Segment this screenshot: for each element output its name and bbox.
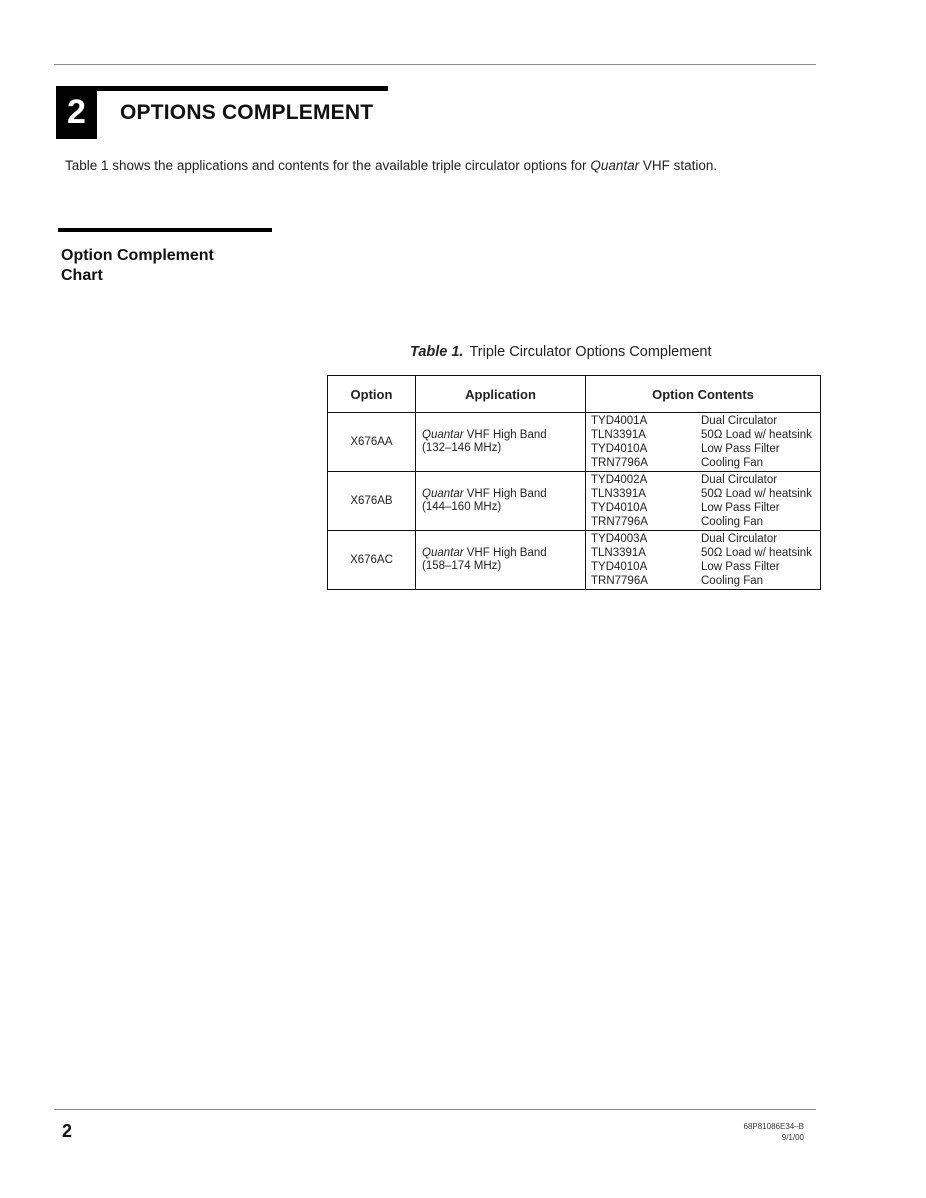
table-row (328, 472, 821, 531)
contents-list (586, 531, 820, 589)
application-line (422, 488, 585, 501)
application-cell (416, 472, 586, 531)
part-description: 50Ω Load w/ heatsink (701, 547, 812, 559)
part-number: TYD4002A (591, 474, 648, 486)
header-contents: Option Contents (586, 376, 821, 413)
content-item (586, 515, 820, 529)
header-option: Option (328, 376, 416, 413)
chapter-number: 2 (56, 86, 97, 139)
contents-list (586, 413, 820, 471)
content-item (586, 501, 820, 515)
table-caption-label: Table 1. (410, 344, 464, 360)
header-application: Application (416, 376, 586, 413)
part-number: TLN3391A (591, 488, 646, 500)
contents-list (586, 472, 820, 530)
document-info (744, 1121, 805, 1143)
content-item (586, 414, 820, 428)
part-number: TRN7796A (591, 457, 648, 469)
part-description: Dual Circulator (701, 474, 778, 486)
contents-cell (586, 472, 821, 531)
part-number: TYD4010A (591, 561, 648, 573)
content-item (586, 456, 820, 470)
part-description: Low Pass Filter (701, 443, 780, 455)
part-description: Cooling Fan (701, 457, 764, 469)
contents-cell (586, 531, 821, 590)
document-date: 9/1/00 (781, 1133, 804, 1142)
section-title: Option Complement Chart (61, 247, 214, 284)
content-item (586, 473, 820, 487)
content-item (586, 546, 820, 560)
table-row (328, 531, 821, 590)
section-bar (58, 228, 272, 232)
chapter-bar (56, 86, 388, 91)
part-number: TLN3391A (591, 429, 646, 441)
option-code: X676AC (328, 531, 416, 590)
options-table (327, 375, 821, 590)
part-description: Dual Circulator (701, 533, 778, 545)
part-number: TLN3391A (591, 547, 646, 559)
frequency-range: (158–174 MHz) (422, 560, 502, 572)
content-item (586, 574, 820, 588)
application-line (422, 429, 585, 442)
part-description: 50Ω Load w/ heatsink (701, 429, 812, 441)
part-description: Low Pass Filter (701, 561, 780, 573)
application-cell (416, 531, 586, 590)
part-description: Low Pass Filter (701, 502, 780, 514)
table-caption-text: Triple Circulator Options Complement (469, 344, 712, 360)
option-code: X676AB (328, 472, 416, 531)
table-body (328, 413, 821, 590)
part-description: 50Ω Load w/ heatsink (701, 488, 812, 500)
content-item (586, 532, 820, 546)
intro-paragraph (65, 158, 717, 173)
chapter-title: OPTIONS COMPLEMENT (120, 101, 374, 124)
part-description: Cooling Fan (701, 575, 764, 587)
application-line (422, 547, 585, 560)
application-brand: Quantar (422, 488, 464, 500)
application-brand: Quantar (422, 429, 464, 441)
frequency-range: (144–160 MHz) (422, 501, 502, 513)
part-number: TYD4003A (591, 533, 648, 545)
part-description: Dual Circulator (701, 415, 778, 427)
option-code: X676AA (328, 413, 416, 472)
page-number: 2 (62, 1121, 73, 1141)
part-number: TYD4010A (591, 502, 648, 514)
part-description: Cooling Fan (701, 516, 764, 528)
document-number: 68P81086E34–B (743, 1122, 804, 1131)
part-number: TYD4010A (591, 443, 648, 455)
content-item (586, 442, 820, 456)
application-text: VHF High Band (463, 547, 547, 559)
frequency-range: (132–146 MHz) (422, 442, 502, 454)
application-brand: Quantar (422, 547, 464, 559)
intro-text-after: VHF station. (639, 158, 718, 173)
bottom-rule (54, 1109, 816, 1110)
intro-text-before: Table 1 shows the applications and contents for the available triple circulator options for (65, 158, 591, 173)
top-rule (54, 64, 816, 65)
intro-brand: Quantar (590, 158, 640, 173)
contents-cell (586, 413, 821, 472)
application-cell (416, 413, 586, 472)
part-number: TYD4001A (591, 415, 648, 427)
part-number: TRN7796A (591, 575, 648, 587)
table-header-row (328, 376, 821, 413)
application-text: VHF High Band (463, 429, 547, 441)
part-number: TRN7796A (591, 516, 648, 528)
table-caption (410, 344, 712, 360)
content-item (586, 487, 820, 501)
application-text: VHF High Band (463, 488, 547, 500)
table-row (328, 413, 821, 472)
content-item (586, 428, 820, 442)
content-item (586, 560, 820, 574)
